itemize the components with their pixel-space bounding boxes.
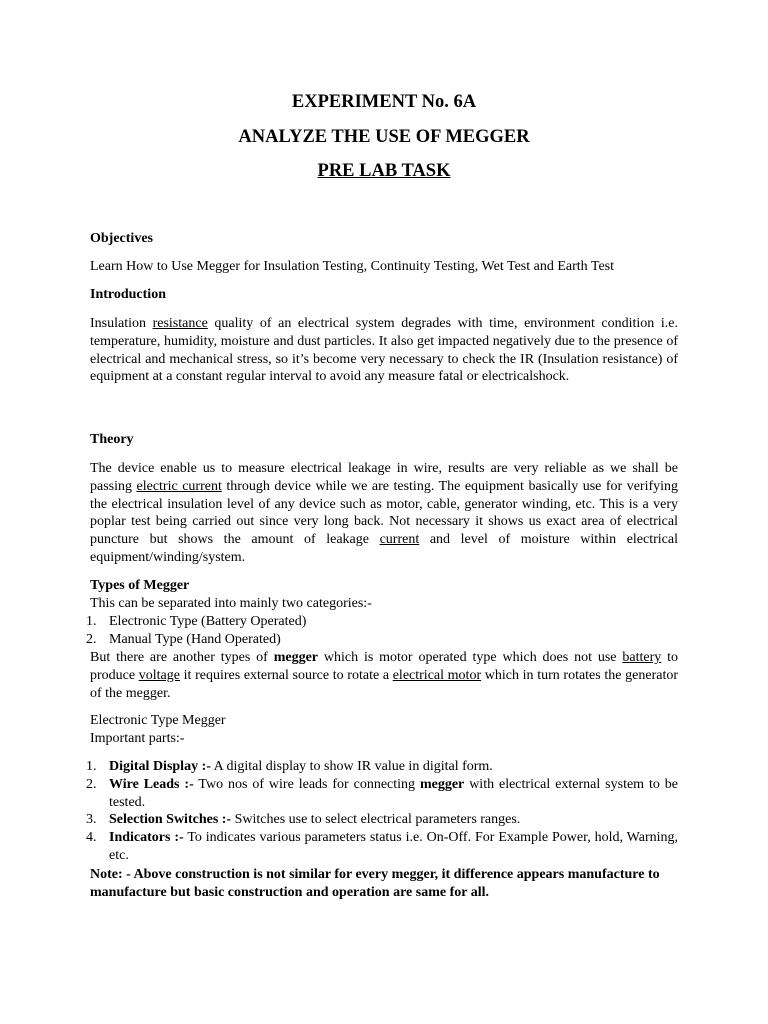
types-of-megger-heading: Types of Megger: [90, 578, 190, 593]
important-parts-label: Important parts:-: [90, 731, 185, 746]
list-number: 2.: [86, 631, 97, 647]
list-item: 1. Electronic Type (Battery Operated): [86, 614, 307, 629]
voltage-link[interactable]: voltage: [138, 667, 180, 683]
theory-paragraph: The device enable us to measure electrical leakage in wire, results are very reliable as we shall be passing electric current through device while we are testing. The equipment basically use for verifying the electrical insulation level of any device such as motor, cable, generator winding, etc. This is a very poplar test being carried out since very long back. Not necessary it shows us exact area of electrical puncture but shows the amount of leakage current and level of moisture within electrical equipment/winding/system.: [90, 461, 679, 565]
theory-heading: Theory: [90, 432, 134, 447]
battery-link[interactable]: battery: [622, 650, 662, 665]
list-number: 3.: [86, 812, 97, 828]
pre-lab-task-heading: PRE LAB TASK: [317, 161, 451, 181]
resistance-link[interactable]: resistance: [152, 316, 208, 331]
electronic-type-heading: Electronic Type Megger: [90, 713, 226, 728]
electrical-motor-link[interactable]: electrical motor: [392, 667, 482, 683]
list-item: 2. Wire Leads :- Two nos of wire leads for connecting megger with electrical external system to be tested.: [86, 776, 678, 810]
construction-note: Note: - Above construction is not similar for every megger, it difference appears manufacture to manufacture but basic construction and operation are same for all.: [90, 867, 660, 900]
objectives-heading: Objectives: [90, 231, 153, 246]
list-number: 1.: [86, 759, 97, 774]
experiment-title: ANALYZE THE USE OF MEGGER: [238, 127, 530, 147]
list-item: 4. Indicators :- To indicates various parameters status i.e. On-Off. For Example Power, hold, Warning, etc.: [86, 830, 678, 863]
list-item: 3. Selection Switches :- Switches use to select electrical parameters ranges.: [86, 812, 521, 828]
introduction-heading: Introduction: [90, 287, 166, 302]
motor-operated-paragraph: But there are another types of megger which is motor operated type which does not use battery to produce voltage it requires external source to rotate a electrical motor which in turn rotates the generator of the megger.: [90, 650, 679, 701]
list-number: 1.: [86, 614, 97, 629]
list-item: 2. Manual Type (Hand Operated): [86, 631, 281, 647]
important-parts-list: [86, 758, 678, 865]
introduction-paragraph: Insulation resistance quality of an electrical system degrades with time, environment condition i.e. temperature, humidity, moisture and dust particles. It also get impacted negatively due to the presence of electrical and mechanical stress, so it’s become very necessary to check the IR (Insulation resistance) of equipment at a constant regular interval to avoid any measure fatal or electricalshock.: [90, 316, 678, 385]
types-intro: This can be separated into mainly two categories:-: [90, 596, 372, 611]
list-number: 4.: [86, 830, 97, 846]
list-number: 2.: [86, 776, 97, 792]
megger-types-list: [86, 613, 678, 649]
experiment-number: EXPERIMENT No. 6A: [291, 92, 477, 112]
current-link[interactable]: current: [379, 532, 420, 548]
objectives-text: Learn How to Use Megger for Insulation Testing, Continuity Testing, Wet Test and Earth Test: [90, 259, 615, 274]
list-item: 1. Digital Display :- A digital display to show IR value in digital form.: [86, 759, 493, 774]
electric-current-link[interactable]: electric current: [136, 478, 222, 494]
